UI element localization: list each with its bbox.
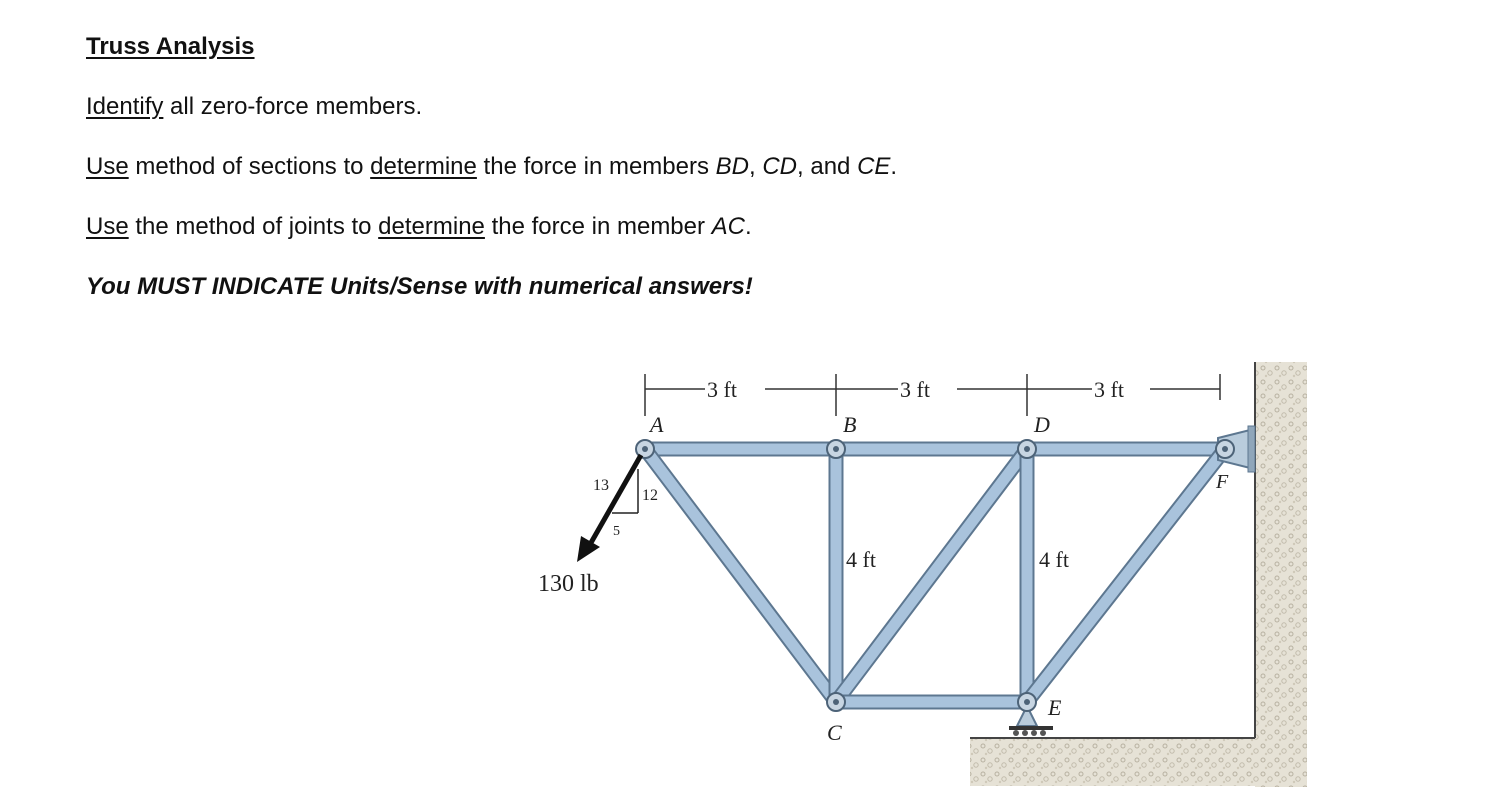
load-arrow <box>577 455 641 562</box>
instruction-3-rest: the force in member <box>484 213 712 240</box>
wall-hatch <box>1255 362 1307 787</box>
joint-label-b: B <box>843 412 857 437</box>
joint-label-f: F <box>1216 471 1229 493</box>
period: . <box>745 213 752 240</box>
joint-label-a: A <box>650 412 664 437</box>
verb-determine: determine <box>370 153 477 180</box>
joint-label-d: D <box>1034 412 1050 437</box>
member-bd: BD <box>715 153 749 180</box>
ground-hatch <box>970 738 1270 786</box>
arrow-head <box>577 536 600 562</box>
pin-e <box>1018 693 1036 711</box>
slope-triangle <box>612 469 638 513</box>
truss-members <box>645 449 1225 702</box>
member-cd: CD <box>762 153 798 180</box>
dim-label-3: 3 ft <box>1094 377 1124 402</box>
joint-label-c: C <box>827 720 842 745</box>
figure-labels <box>538 377 1229 745</box>
period: . <box>890 153 898 180</box>
verb-use: Use <box>86 153 129 180</box>
pin-c <box>827 693 845 711</box>
instruction-2-rest: the force in members <box>476 153 716 180</box>
dim-label-bc: 4 ft <box>846 547 876 572</box>
verb-identify: Identify <box>86 93 164 120</box>
pin-d <box>1018 440 1036 458</box>
pin-b <box>827 440 845 458</box>
member-cd <box>836 449 1027 702</box>
sep: , and <box>797 153 858 180</box>
member-ac: AC <box>711 213 746 240</box>
slope-label-5: 5 <box>613 524 620 539</box>
dim-label-1: 3 ft <box>707 377 737 402</box>
slope-label-13: 13 <box>593 477 609 494</box>
slope-label-12: 12 <box>642 487 658 504</box>
sep: , <box>749 153 763 180</box>
page-title: Truss Analysis <box>86 33 255 60</box>
verb-use: Use <box>86 213 129 240</box>
dim-label-2: 3 ft <box>900 377 930 402</box>
member-ac <box>645 449 836 702</box>
instruction-2-mid: method of sections to <box>128 153 371 180</box>
load-label: 130 lb <box>538 571 599 597</box>
dim-label-de: 4 ft <box>1039 547 1069 572</box>
instruction-1-text: all zero-force members. <box>163 93 423 120</box>
verb-determine: determine <box>378 213 485 240</box>
member-ef <box>1027 449 1225 702</box>
instruction-3-mid: the method of joints to <box>128 213 379 240</box>
pin-f <box>1216 440 1234 458</box>
units-warning: You MUST INDICATE Units/Sense with numerical answers! <box>86 273 753 300</box>
joint-label-e: E <box>1048 695 1062 720</box>
member-ce: CE <box>857 153 891 180</box>
